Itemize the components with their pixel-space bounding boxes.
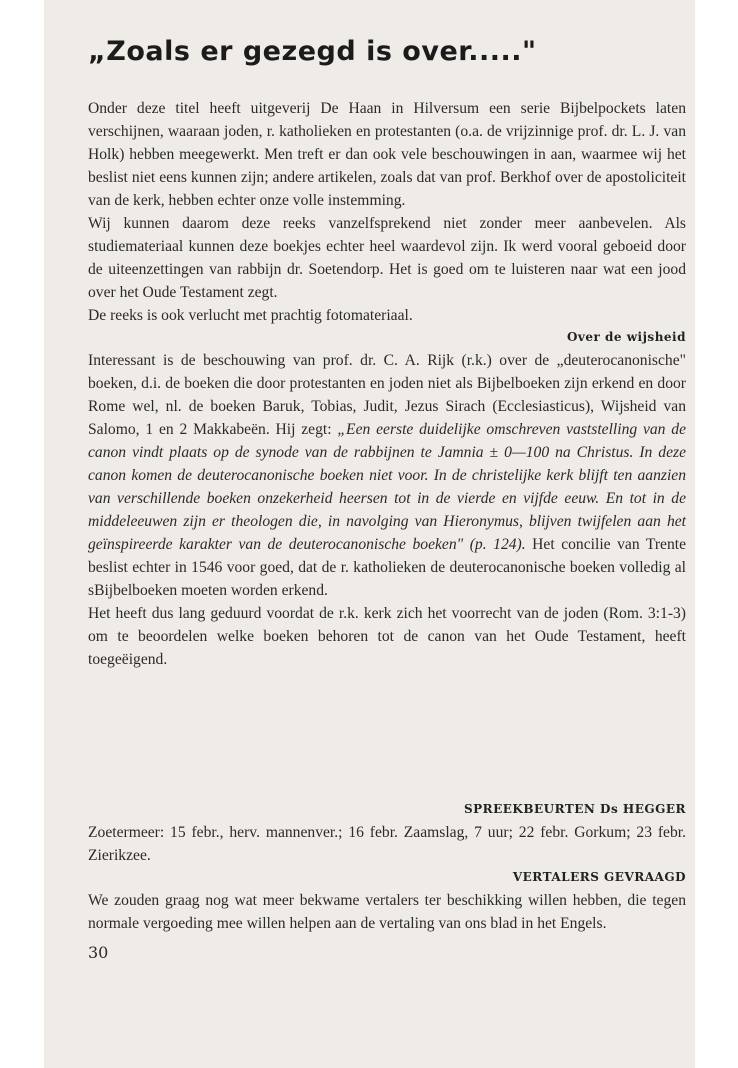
paragraph-7: We zouden graag nog wat meer bekwame vertalers ter beschikking willen hebben, die tegen normale vergoeding mee willen helpen aan de vertaling van ons blad in het Engels. — [88, 892, 686, 932]
paragraph-5: Het heeft dus lang geduurd voordat de r.k. kerk zich het voorrecht van de joden (Rom. 3:1-3) om te beoordelen welke boeken behoren tot de canon van het Oude Testament, heeft toegeëigend. — [88, 605, 686, 668]
spacer — [88, 671, 686, 799]
paragraph-2: Wij kunnen daarom deze reeks vanzelfsprekend niet zonder meer aanbevelen. Als studiemateriaal kunnen deze boekjes echter heel waardevol zijn. Ik werd vooral geboeid door de uiteenzettingen van rabbijn dr. Soetendorp. Het is goed om te luisteren naar wat een jood over het Oude Testament zegt. — [88, 215, 686, 301]
paragraph-1: Onder deze titel heeft uitgeverij De Haan in Hilversum een serie Bijbelpockets laten verschijnen, waaraan joden, r. katholieken en protestanten (o.a. de vrijzinnige prof. dr. L. J. van Holk) hebben meegewerkt. Men treft er dan ook vele beschouwingen in aan, waarmee wij het beslist niet eens kunnen zijn; andere artikelen, zoals dat van prof. Berkhof over de apostoliciteit van de kerk, hebben echter onze volle instemming. — [88, 100, 686, 209]
paragraph-4-intro: Interessant is de beschouwing van prof. dr. C. A. Rijk (r.k.) over de „deuterocanonische" boeken, d.i. de boeken die door protestanten en joden niet als Bijbelboeken zijn erkend en door Rome wel, nl. de boeken Baruk, Tobias, Judit, Jezus Sirach (Ecclesiasticus), Wijsheid van Salomo, 1 en 2 Makkabeën. Hij zegt: — [88, 352, 686, 438]
page-title: „Zoals er gezegd is over....." — [88, 36, 537, 67]
paragraph-6: Zoetermeer: 15 febr., herv. mannenver.; 16 febr. Zaamslag, 7 uur; 22 febr. Gorkum; 23 febr. Zierikzee. — [88, 824, 686, 864]
paragraph-4-end: Het concilie van Trente beslist echter in 1546 voor goed, dat de r. katholieken de deuterocanonische boeken volledig al sBijbelboeken moeten worden erkend. — [88, 536, 687, 599]
section-heading-wijsheid: Over de wijsheid — [566, 330, 686, 344]
article — [88, 28, 686, 962]
page — [44, 0, 695, 1068]
section-heading-vertalers: VERTALERS GEVRAAGD — [512, 870, 686, 884]
page-number: 30 — [88, 943, 109, 962]
section-heading-spreekbeurten: SPREEKBEURTEN Ds HEGGER — [463, 802, 686, 816]
paragraph-4-quote: „Een eerste duidelijke omschreven vaststelling van de canon vindt plaats op de synode van de rabbijnen te Jamnia ± 0—100 na Christus. In deze canon komen de deuterocanonische boeken niet voor. In de christelijke kerk blijft ten aanzien van verschillende boeken onzekerheid heersen tot in de vierde en vijfde eeuw. En tot in de middeleeuwen zijn er theologen die, in navolging van Hieronymus, blijven twijfelen aan het geïnspireerde karakter van de deuterocanonische boeken" (p. 124). — [88, 421, 687, 553]
paragraph-3: De reeks is ook verlucht met prachtig fotomateriaal. — [88, 307, 413, 324]
paragraph-4 — [88, 349, 686, 602]
